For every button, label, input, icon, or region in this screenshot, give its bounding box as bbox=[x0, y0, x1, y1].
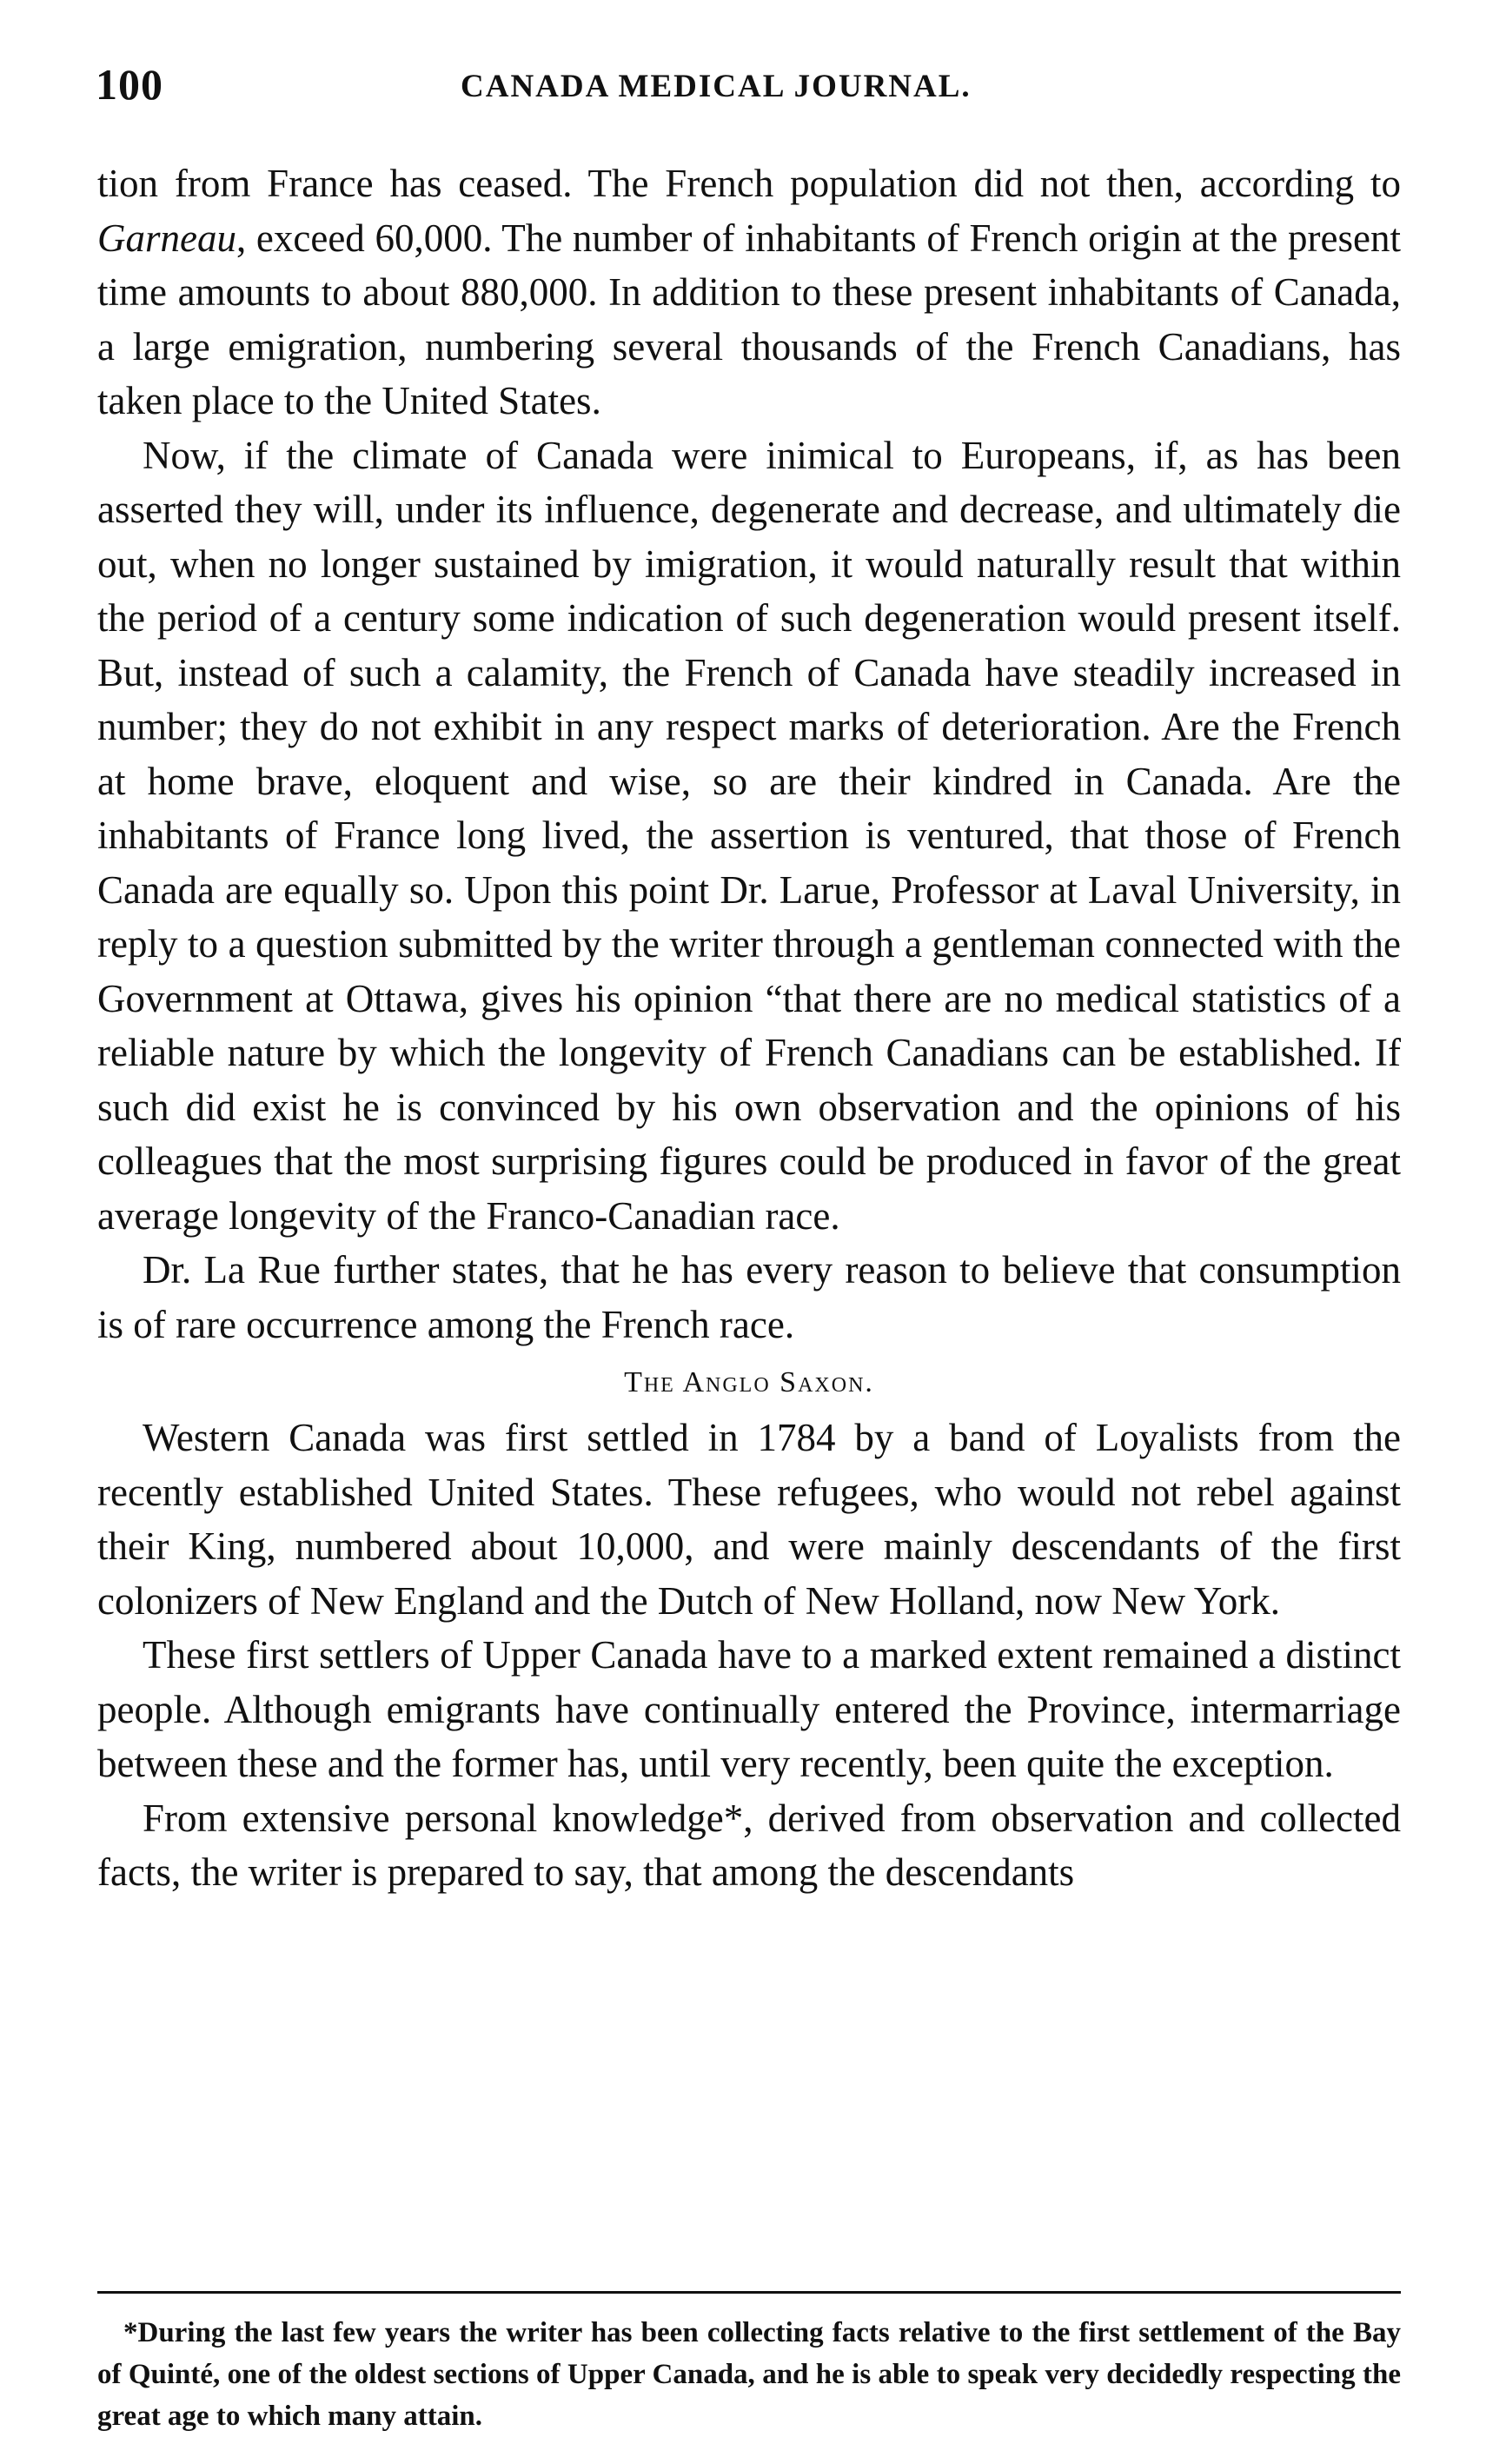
footnote bbox=[97, 2312, 1401, 2437]
paragraph-5: These first settlers of Upper Canada have to a marked extent remained a distinct people. Although emigrants have continually entered the Province, intermarriage between these and the former has, until very recently, been quite the exception. bbox=[97, 1633, 1401, 1785]
running-head bbox=[96, 59, 1399, 129]
paragraph-6: From extensive personal knowledge*, derived from observation and collected facts, the writer is prepared to say, that among the descendants bbox=[97, 1796, 1401, 1894]
paragraph-3: Dr. La Rue further states, that he has every reason to believe that consumption is of rare occurrence among the French race. bbox=[97, 1248, 1401, 1346]
footnote-divider bbox=[97, 2291, 1401, 2294]
paragraph-1-end: , exceed 60,000. The number of inhabitants of French origin at the present time amounts to about 880,000. In addition to these present inhabitants of Canada, a large emigration, numbering several thousands of the French Canadians, has taken place to the United States. bbox=[97, 216, 1401, 422]
paragraph-1-start: tion from France has ceased. The French population did not then, according to bbox=[97, 162, 1401, 205]
paragraph-1 bbox=[97, 156, 1401, 428]
footnote-text: *During the last few years the writer has been collecting facts relative to the first settlement of the Bay of Quinté, one of the oldest sections of Upper Canada, and he is able to speak very decidedly respecting the great age to which many attain. bbox=[97, 2317, 1401, 2432]
paragraph-2: Now, if the climate of Canada were inimical to Europeans, if, as has been asserted they will, under its influence, degenerate and decrease, and ultimately die out, when no longer sustained by imigration, it would naturally result that within the period of a century some indication of such degeneration would present itself. But, instead of such a calamity, the French of Canada have steadily increased in number; they do not exhibit in any respect marks of deterioration. Are the French at home brave, eloquent and wise, so are their kindred in Canada. Are the inhabitants of France long lived, the assertion is ventured, that those of French Canada are equally so. Upon this point Dr. Larue, Professor at Laval University, in reply to a question submitted by the writer through a gentleman connected with the Government at Ottawa, gives his opinion “that there are no medical statistics of a reliable nature by which the longevity of French Canadians can be established. If such did exist he is convinced by his own observation and the opinions of his colleagues that the most surprising figures could be produced in favor of the great average longevity of the Franco-Canadian race. bbox=[97, 433, 1401, 1238]
author-name-garneau: Garneau bbox=[97, 216, 236, 260]
section-heading: The Anglo Saxon. bbox=[624, 1366, 874, 1398]
journal-title: CANADA MEDICAL JOURNAL. bbox=[461, 69, 972, 104]
paragraph-4: Western Canada was first settled in 1784 by a band of Loyalists from the recently established United States. These refugees, who would not rebel against their King, numbered about 10,000, and were mainly descendants of the first colonizers of New England and the Dutch of New Holland, now New York. bbox=[97, 1416, 1401, 1623]
page-number: 100 bbox=[96, 60, 163, 109]
body-text bbox=[97, 156, 1401, 1900]
